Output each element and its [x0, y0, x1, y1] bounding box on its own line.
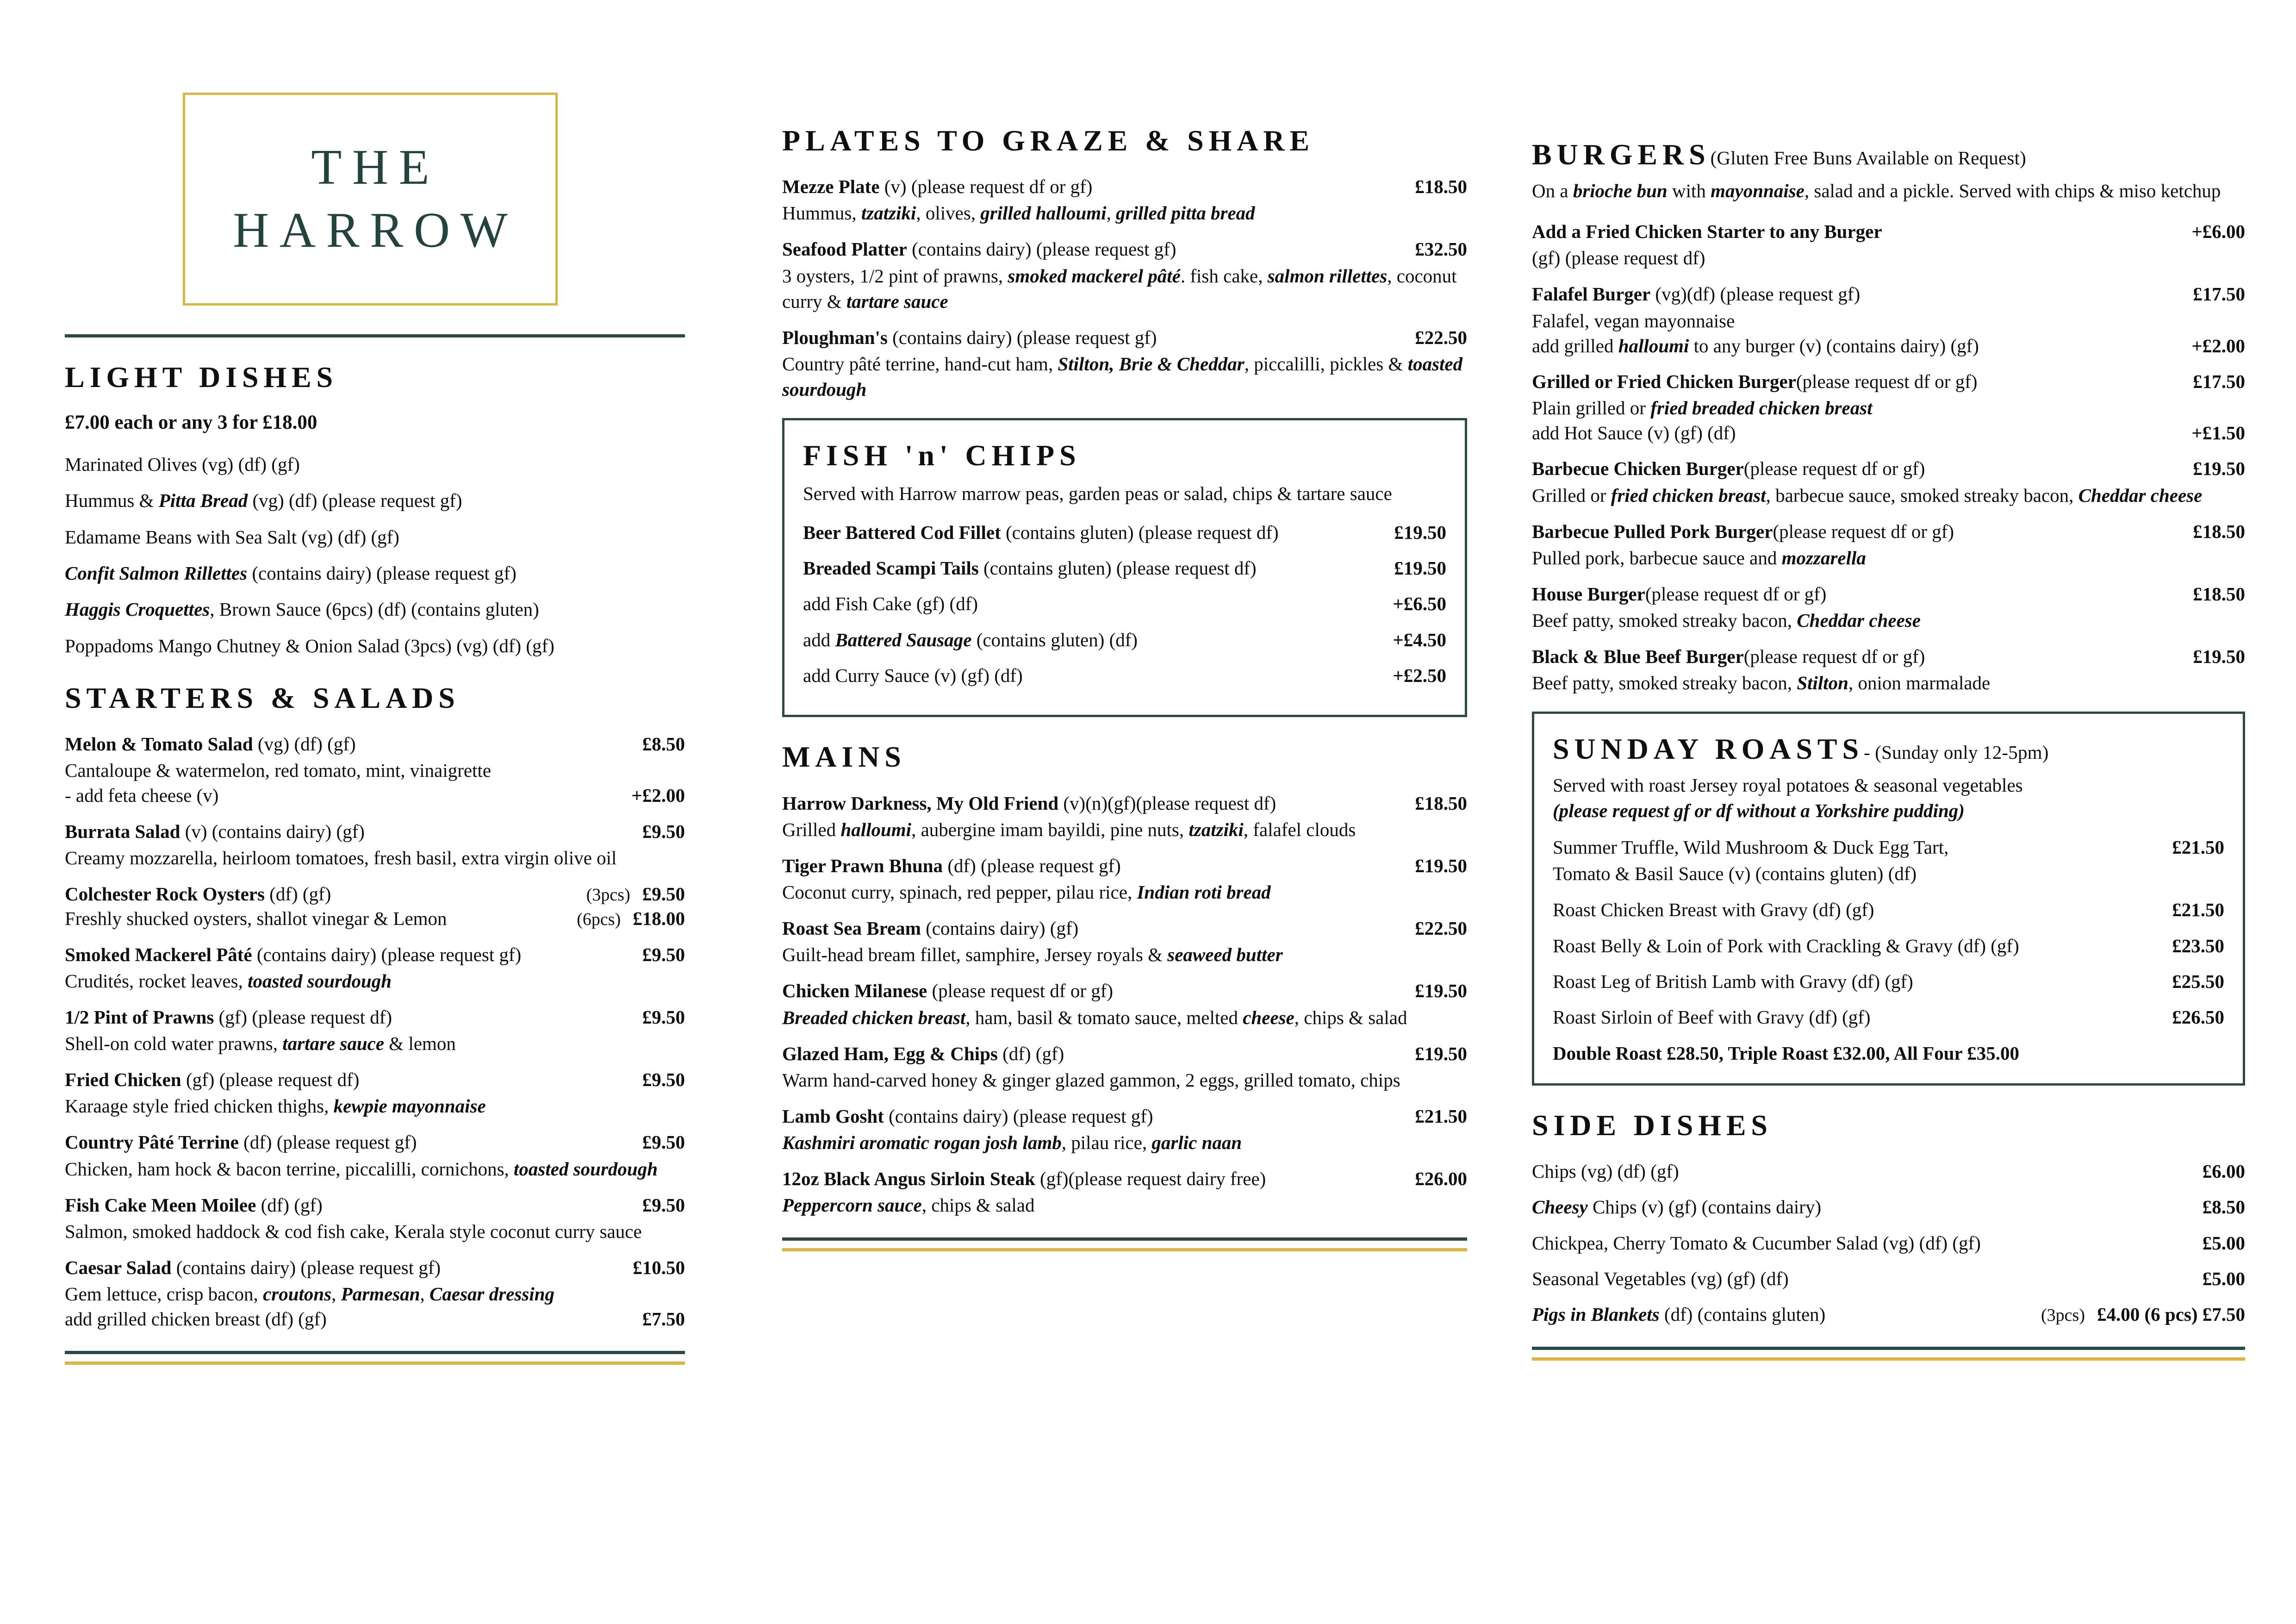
light-dish-item: Confit Salmon Rillettes (contains dairy) (please request gf)	[65, 562, 516, 584]
item-name: Colchester Rock Oysters (df) (gf)	[65, 883, 331, 905]
burgers-intro: On a brioche bun with mayonnaise, salad and a pickle. Served with chips & miso ketchup	[1532, 180, 2221, 202]
item-name: Freshly shucked oysters, shallot vinegar & Lemon	[65, 908, 447, 930]
item-price: £7.50	[642, 1308, 685, 1330]
item-name: Roast Sirloin of Beef with Gravy (df) (gf)	[1553, 1006, 1871, 1028]
section-heading-burgers	[1532, 139, 2245, 170]
menu-item	[1553, 835, 2224, 887]
sunday-roasts-box	[1532, 712, 2245, 1086]
item-price: £9.50	[642, 820, 685, 842]
item-description: 3 oysters, 1/2 pint of prawns, smoked mackerel pâté. fish cake, salmon rillettes, coconut curry & tartare sauce	[782, 265, 1457, 312]
divider-bottom-left-dark	[65, 1351, 685, 1354]
item-price: £23.50	[2172, 935, 2224, 956]
item-description: Pulled pork, barbecue sauce and mozzarella	[1532, 547, 1866, 568]
item-price: £19.50	[2193, 458, 2245, 480]
menu-item	[1553, 934, 2224, 958]
menu-item	[1532, 282, 2245, 358]
item-name: Roast Chicken Breast with Gravy (df) (gf)	[1553, 899, 1874, 921]
item-name: Beer Battered Cod Fillet (contains gluten) (please request df)	[803, 521, 1279, 543]
menu-item	[782, 1167, 1467, 1218]
sunday-roasts-heading-sub: - (Sunday only 12-5pm)	[1863, 742, 2049, 763]
light-dish-item: Poppadoms Mango Chutney & Onion Salad (3pcs) (vg) (df) (gf)	[65, 635, 554, 656]
item-price: £19.50	[1415, 1043, 1467, 1064]
menu-item	[803, 556, 1446, 581]
fish-n-chips-box	[782, 418, 1467, 718]
item-description: Grilled halloumi, aubergine imam bayildi, pine nuts, tzatziki, falafel clouds	[782, 818, 1356, 840]
item-name: Country Pâté Terrine (df) (please request gf)	[65, 1131, 417, 1153]
item-description: Plain grilled or fried breaded chicken breast	[1532, 397, 1873, 419]
menu-item	[782, 854, 1467, 905]
menu-item	[65, 1068, 685, 1119]
item-name: Chicken Milanese (please request df or gf)	[782, 980, 1114, 1002]
item-price: £18.50	[2193, 520, 2245, 542]
item-price: £26.00	[1415, 1168, 1467, 1189]
sunday-roasts-intro-2: (please request gf or df without a Yorkshire pudding)	[1553, 800, 1965, 821]
item-qty: (3pcs)	[2041, 1305, 2085, 1325]
starters-salads-list	[65, 732, 685, 1331]
light-dish-item: Edamame Beans with Sea Salt (vg) (df) (gf)	[65, 526, 399, 548]
item-name: - add feta cheese (v)	[65, 785, 219, 806]
menu-item	[65, 732, 685, 808]
section-heading-mains: MAINS	[782, 740, 906, 774]
fish-n-chips-intro: Served with Harrow marrow peas, garden peas or salad, chips & tartare sauce	[803, 482, 1392, 504]
item-description: Beef patty, smoked streaky bacon, Cheddar cheese	[1532, 610, 1921, 631]
item-name: add Curry Sauce (v) (gf) (df)	[803, 665, 1023, 687]
item-price: £9.50	[642, 1131, 685, 1153]
item-name: House Burger(please request df or gf)	[1532, 583, 1827, 605]
menu-item	[803, 663, 1446, 688]
menu-item	[1532, 1195, 2245, 1219]
item-name: Black & Blue Beef Burger(please request df or gf)	[1532, 646, 1925, 668]
sunday-roasts-list	[1553, 835, 2224, 1030]
item-name: Ploughman's (contains dairy) (please request gf)	[782, 326, 1157, 348]
section-heading-sunday-roasts	[1553, 733, 2224, 764]
item-price: £19.50	[1415, 980, 1467, 1002]
item-name: 12oz Black Angus Sirloin Steak (gf)(please request dairy free)	[782, 1168, 1266, 1189]
item-price: £10.50	[633, 1256, 685, 1278]
item-name: Add a Fried Chicken Starter to any Burger	[1532, 221, 1882, 243]
item-description: Karaage style fried chicken thighs, kewpie mayonnaise	[65, 1095, 486, 1117]
item-price: £18.00	[633, 908, 685, 930]
column-left	[0, 0, 722, 1624]
item-price: £17.50	[2193, 370, 2245, 392]
light-dishes-list	[65, 452, 685, 658]
menu-item	[65, 1130, 685, 1181]
divider-bottom-right-gold	[1532, 1357, 2245, 1361]
item-description: Gem lettuce, crisp bacon, croutons, Parmesan, Caesar dressing	[65, 1283, 554, 1305]
menu-item	[782, 325, 1467, 402]
item-name: Harrow Darkness, My Old Friend (v)(n)(gf)(please request df)	[782, 792, 1276, 814]
section-heading-plates-graze: PLATES TO GRAZE & SHARE	[782, 124, 1315, 157]
menu-item	[65, 882, 685, 931]
item-description: Breaded chicken breast, ham, basil & tomato sauce, melted cheese, chips & salad	[782, 1006, 1407, 1028]
item-description: Warm hand-carved honey & ginger glazed gammon, 2 eggs, grilled tomato, chips	[782, 1069, 1400, 1091]
item-price: £19.50	[2193, 646, 2245, 668]
item-name: Pigs in Blankets (df) (contains gluten)	[1532, 1304, 1826, 1325]
item-price: +£6.50	[1393, 593, 1446, 615]
item-description: Creamy mozzarella, heirloom tomatoes, fresh basil, extra virgin olive oil	[65, 847, 617, 868]
item-qty: (6pcs)	[577, 910, 621, 930]
brand-line-2: HARROW	[233, 203, 518, 258]
menu-item	[65, 819, 685, 871]
fish-n-chips-list	[803, 520, 1446, 688]
section-heading-starters-salads: STARTERS & SALADS	[65, 681, 460, 714]
item-name: Fish Cake Meen Moilee (df) (gf)	[65, 1194, 323, 1216]
menu-item	[782, 1042, 1467, 1093]
item-name: Chips (vg) (df) (gf)	[1532, 1161, 1679, 1182]
item-price: £18.50	[2193, 583, 2245, 605]
item-price: +£6.00	[2191, 221, 2245, 243]
item-name: Mezze Plate (v) (please request df or gf)	[782, 176, 1093, 198]
item-name: add Hot Sauce (v) (gf) (df)	[1532, 422, 1736, 444]
section-heading-fish-n-chips: FISH 'n' CHIPS	[803, 438, 1081, 472]
menu-item	[65, 1255, 685, 1332]
item-name: Fried Chicken (gf) (please request df)	[65, 1069, 360, 1091]
menu-item	[1532, 582, 2245, 633]
sunday-roasts-intro-1: Served with roast Jersey royal potatoes & seasonal vegetables	[1553, 774, 2023, 796]
item-price: £9.50	[642, 883, 685, 905]
item-description: Tomato & Basil Sauce (v) (contains gluten) (df)	[1553, 863, 1917, 885]
menu-item	[782, 237, 1467, 314]
brand-logo	[183, 93, 558, 306]
section-heading-light-dishes: LIGHT DISHES	[65, 361, 338, 394]
menu-item	[1553, 969, 2224, 994]
item-name: Caesar Salad (contains dairy) (please request gf)	[65, 1256, 441, 1278]
item-qty: (3pcs)	[586, 885, 630, 905]
item-name: Glazed Ham, Egg & Chips (df) (gf)	[782, 1043, 1064, 1064]
menu-item	[1532, 1267, 2245, 1291]
section-heading-side-dishes: SIDE DISHES	[1532, 1108, 1773, 1142]
divider-top-left	[65, 334, 685, 337]
item-price: £21.50	[2172, 899, 2224, 921]
sunday-roasts-heading-text: SUNDAY ROASTS	[1553, 732, 1864, 766]
menu-item	[65, 943, 685, 994]
menu-item	[1553, 1005, 2224, 1030]
side-dishes-list	[1532, 1159, 2245, 1327]
item-name: Summer Truffle, Wild Mushroom & Duck Egg Tart,	[1553, 837, 1949, 858]
item-name: Falafel Burger (vg)(df) (please request gf)	[1532, 283, 1860, 305]
item-description: Country pâté terrine, hand-cut ham, Stilton, Brie & Cheddar, piccalilli, pickles & toasted sourdough	[782, 353, 1463, 400]
item-price: +£2.00	[2191, 335, 2245, 356]
item-name: Roast Leg of British Lamb with Gravy (df) (gf)	[1553, 970, 1913, 992]
item-price: +£2.50	[1393, 665, 1446, 687]
menu-item	[1532, 1231, 2245, 1255]
plates-graze-list	[782, 175, 1467, 402]
item-price: £32.50	[1415, 238, 1467, 260]
item-description: (gf) (please request df)	[1532, 247, 1705, 269]
item-description: Falafel, vegan mayonnaise	[1532, 310, 1735, 331]
brand-line-1: THE	[311, 139, 440, 195]
item-price: £9.50	[642, 1069, 685, 1091]
menu-item	[803, 592, 1446, 616]
menu-item	[1532, 1159, 2245, 1184]
menu-item	[1532, 519, 2245, 571]
menu-item	[1532, 456, 2245, 508]
item-price: £8.50	[2202, 1196, 2245, 1218]
light-dish-item: Haggis Croquettes, Brown Sauce (6pcs) (df) (contains gluten)	[65, 599, 539, 620]
divider-bottom-mid-gold	[782, 1248, 1467, 1251]
divider-bottom-right-dark	[1532, 1347, 2245, 1350]
item-name: Chickpea, Cherry Tomato & Cucumber Salad (vg) (df) (gf)	[1532, 1232, 1981, 1254]
item-price: £18.50	[1415, 792, 1467, 814]
item-name: Grilled or Fried Chicken Burger(please request df or gf)	[1532, 370, 1978, 392]
item-price: £21.50	[2172, 837, 2224, 858]
menu-item	[782, 1104, 1467, 1156]
menu-item	[803, 628, 1446, 652]
light-dishes-price-note: £7.00 each or any 3 for £18.00	[65, 412, 317, 434]
item-name: Melon & Tomato Salad (vg) (df) (gf)	[65, 733, 356, 755]
item-name: Smoked Mackerel Pâté (contains dairy) (please request gf)	[65, 943, 522, 965]
menu-item	[803, 520, 1446, 545]
item-name: Seafood Platter (contains dairy) (please request gf)	[782, 238, 1176, 260]
item-description: Kashmiri aromatic rogan josh lamb, pilau rice, garlic naan	[782, 1132, 1242, 1154]
item-name: Roast Belly & Loin of Pork with Crackling & Gravy (df) (gf)	[1553, 935, 2019, 956]
item-name: Lamb Gosht (contains dairy) (please request gf)	[782, 1105, 1153, 1127]
column-right	[1504, 0, 2296, 1624]
light-dish-item: Marinated Olives (vg) (df) (gf)	[65, 454, 300, 475]
item-description: Hummus, tzatziki, olives, grilled halloumi, grilled pitta bread	[782, 202, 1255, 224]
menu-item	[1532, 369, 2245, 446]
item-price: £22.50	[1415, 918, 1467, 939]
item-name: Burrata Salad (v) (contains dairy) (gf)	[65, 820, 365, 842]
item-price: £25.50	[2172, 970, 2224, 992]
menu-item	[1532, 1302, 2245, 1327]
menu-item	[1532, 219, 2245, 271]
item-name: add grilled chicken breast (df) (gf)	[65, 1308, 327, 1330]
item-price: £9.50	[642, 1194, 685, 1216]
item-name: Barbecue Pulled Pork Burger(please request df or gf)	[1532, 520, 1954, 542]
item-price: £8.50	[642, 733, 685, 755]
item-name: Tiger Prawn Bhuna (df) (please request gf)	[782, 855, 1121, 876]
item-name: Cheesy Chips (v) (gf) (contains dairy)	[1532, 1196, 1822, 1218]
item-price: £19.50	[1394, 557, 1446, 579]
item-price: £19.50	[1394, 521, 1446, 543]
item-description: Cantaloupe & watermelon, red tomato, mint, vinaigrette	[65, 760, 492, 781]
item-price: £22.50	[1415, 326, 1467, 348]
burgers-heading-sub: (Gluten Free Buns Available on Request)	[1710, 147, 2027, 169]
column-middle	[722, 0, 1504, 1624]
item-price: +£1.50	[2191, 422, 2245, 444]
item-price: £5.00	[2202, 1268, 2245, 1289]
item-name: add Battered Sausage (contains gluten) (df)	[803, 629, 1138, 650]
item-price: £4.00 (6 pcs) £7.50	[2097, 1304, 2245, 1325]
menu-item	[782, 916, 1467, 968]
item-price: +£2.00	[631, 785, 685, 806]
divider-bottom-left-gold	[65, 1362, 685, 1365]
item-price: £9.50	[642, 943, 685, 965]
menu-item	[782, 175, 1467, 226]
mains-list	[782, 791, 1467, 1218]
item-description: Grilled or fried chicken breast, barbecue sauce, smoked streaky bacon, Cheddar cheese	[1532, 484, 2203, 506]
item-price: £19.50	[1415, 855, 1467, 876]
item-description: Chicken, ham hock & bacon terrine, piccalilli, cornichons, toasted sourdough	[65, 1158, 658, 1180]
item-description: Salmon, smoked haddock & cod fish cake, Kerala style coconut curry sauce	[65, 1220, 642, 1242]
item-price: £18.50	[1415, 176, 1467, 198]
item-price: £6.00	[2202, 1161, 2245, 1182]
item-name: Barbecue Chicken Burger(please request df or gf)	[1532, 458, 1925, 480]
menu-item	[782, 791, 1467, 843]
item-price: £21.50	[1415, 1105, 1467, 1127]
item-name: 1/2 Pint of Prawns (gf) (please request df)	[65, 1006, 392, 1028]
item-description: Peppercorn sauce, chips & salad	[782, 1194, 1035, 1216]
item-name: add Fish Cake (gf) (df)	[803, 593, 978, 615]
item-description: Crudités, rocket leaves, toasted sourdough	[65, 970, 392, 992]
menu-item	[65, 1005, 685, 1056]
sunday-roasts-combo: Double Roast £28.50, Triple Roast £32.00, All Four £35.00	[1553, 1042, 2019, 1064]
item-price: £17.50	[2193, 283, 2245, 305]
light-dish-item: Hummus & Pitta Bread (vg) (df) (please request gf)	[65, 490, 462, 512]
item-price: £9.50	[642, 1006, 685, 1028]
item-description: Shell-on cold water prawns, tartare sauce & lemon	[65, 1033, 456, 1055]
divider-bottom-mid-dark	[782, 1237, 1467, 1241]
item-description: Coconut curry, spinach, red pepper, pilau rice, Indian roti bread	[782, 881, 1271, 903]
item-price: £5.00	[2202, 1232, 2245, 1254]
item-name: Seasonal Vegetables (vg) (gf) (df)	[1532, 1268, 1789, 1289]
menu-item	[65, 1193, 685, 1244]
menu-item	[782, 979, 1467, 1030]
burgers-heading-text: BURGERS	[1532, 138, 1711, 171]
menu-item	[1532, 644, 2245, 696]
item-name: add grilled halloumi to any burger (v) (contains dairy) (gf)	[1532, 335, 1979, 356]
item-name: Roast Sea Bream (contains dairy) (gf)	[782, 918, 1079, 939]
burgers-list	[1532, 219, 2245, 696]
menu-item	[1553, 898, 2224, 922]
item-price: +£4.50	[1393, 629, 1446, 650]
item-description: Guilt-head bream fillet, samphire, Jersey royals & seaweed butter	[782, 944, 1283, 966]
item-name: Breaded Scampi Tails (contains gluten) (please request df)	[803, 557, 1257, 579]
item-price: £26.50	[2172, 1006, 2224, 1028]
item-description: Beef patty, smoked streaky bacon, Stilton, onion marmalade	[1532, 672, 1991, 694]
